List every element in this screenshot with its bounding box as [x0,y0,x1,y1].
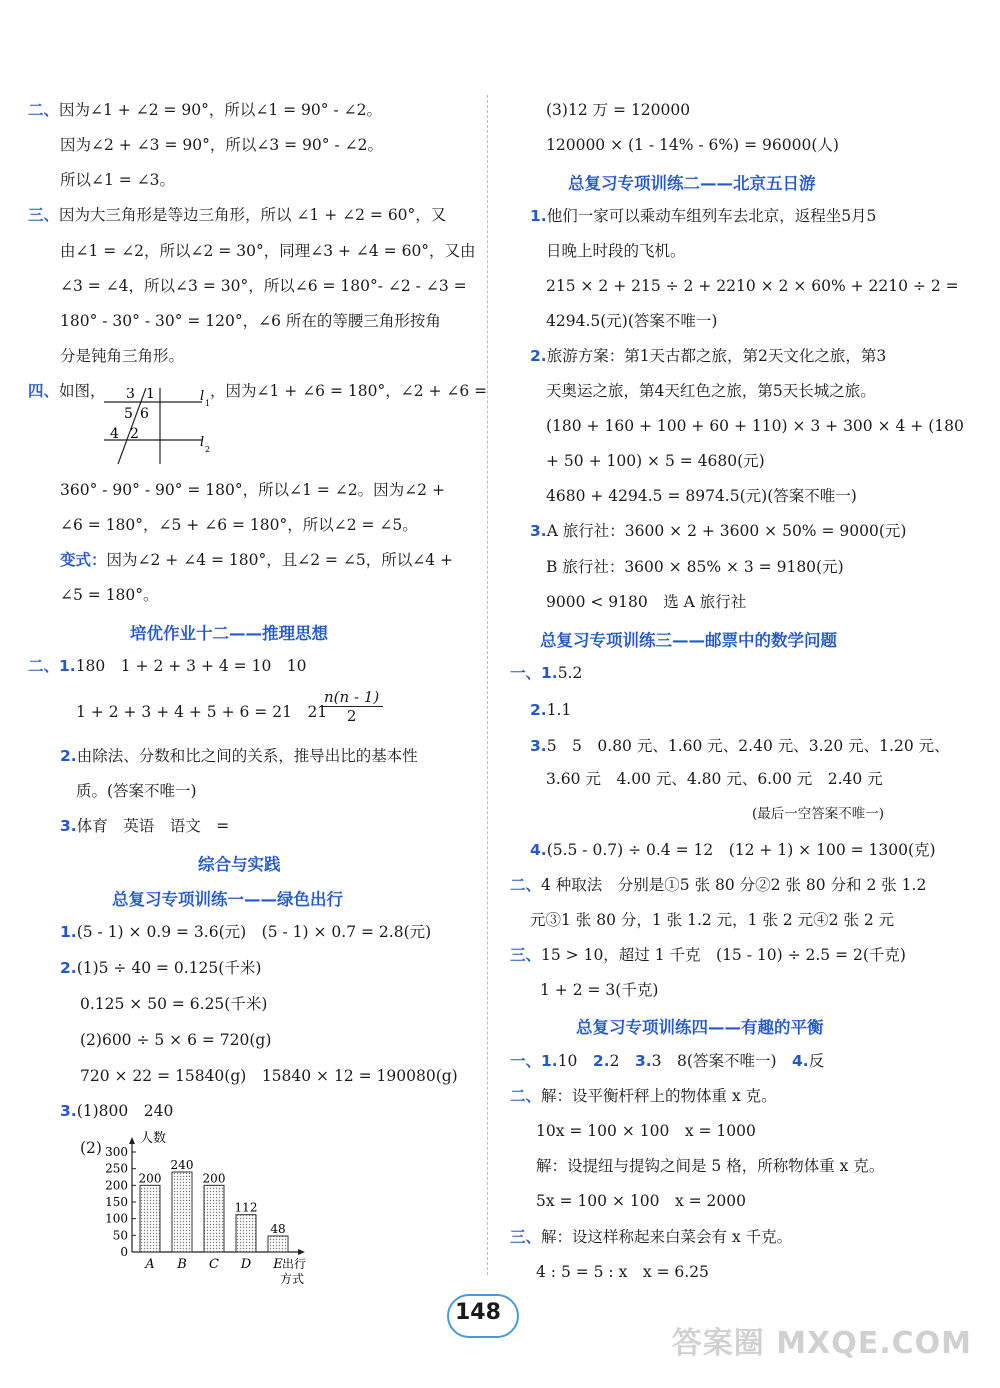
parallel-lines-figure [82,388,212,468]
figure-label: 1 [205,399,211,408]
x-tick-label: C [209,1257,219,1272]
bar-value-label: 200 [202,1171,226,1186]
chart-marks [105,1137,305,1272]
figure-label: 2 [130,426,139,442]
x-tick-label: D [240,1257,252,1272]
section-heading: 综合与实践 [198,855,281,874]
text-line: 4680 + 4294.5 = 8974.5(元)(答案不唯一) [546,487,857,505]
y-tick-label: 0 [120,1245,128,1259]
text-line: + 50 + 100) × 5 = 4680(元) [546,452,765,470]
text-line: 720 × 22 = 15840(g) 15840 × 12 = 190080(g) [80,1067,458,1085]
text-line: (3)12 万 = 120000 [546,101,691,119]
x-tick-label: E [273,1257,283,1272]
text-line: 1 + 2 = 3(千克) [540,981,659,999]
text-line: 2.由除法、分数和比之间的关系，推导出比的基本性 [60,747,418,765]
text-line: 3.(1)800 240 [60,1102,174,1120]
bar-value-label: 112 [234,1200,258,1215]
figure-label: l [200,435,205,450]
text-line: (180 + 160 + 100 + 60 + 110) × 3 + 300 × 4 + (180 [546,417,964,435]
y-tick-label: 50 [112,1228,128,1243]
y-tick-label: 100 [105,1211,128,1226]
section-heading: 培优作业十二——推理思想 [130,624,328,643]
page-number-badge [447,1294,519,1338]
page-number-text: 148 [455,1300,501,1325]
x-tick-label: B [177,1257,187,1272]
text-line: 一、1.10 2.2 3.3 8(答案不唯一) 4.反 [510,1052,825,1070]
section-heading: 总复习专项训练三——邮票中的数学问题 [540,631,837,650]
text-line: 天奥运之旅，第4天红色之旅，第5天长城之旅。 [546,382,876,400]
text-line: 二、4 种取法 分别是①5 张 80 分②2 张 80 分和 2 张 1.2 [510,876,927,894]
x-axis-label: 出行 [282,1257,307,1271]
figure-label: 6 [140,406,149,422]
bar-value-label: 200 [138,1171,162,1186]
text-line: (2)600 ÷ 5 × 6 = 720(g) [80,1031,272,1049]
figure-label: 3 [126,388,135,402]
text-line: 4 : 5 = 5 : x x = 6.25 [536,1263,709,1281]
y-axis-arrow [129,1137,135,1144]
text-line: 120000 × (1 - 14% - 6%) = 96000(人) [546,136,839,154]
text-line: 1.(5 - 1) × 0.9 = 3.6(元) (5 - 1) × 0.7 = 2.8(元) [60,923,432,941]
y-tick-label: 300 [105,1145,128,1159]
x-axis-label: 方式 [280,1272,305,1286]
text-line: 3.5 5 0.80 元、1.60 元、2.40 元、3.20 元、1.20 元、 [530,737,950,755]
bar [140,1185,160,1252]
text-line: 3.A 旅行社：3600 × 2 + 3600 × 50% = 9000(元) [530,522,907,540]
text-line: 解：设提纽与提钩之间是 5 格，所称物体重 x 克。 [536,1157,885,1175]
page-number [455,1300,501,1325]
text-line: 四、如图， [28,382,106,400]
text-line: 360° - 90° - 90° = 180°，所以∠1 = ∠2。因为∠2 + [60,481,445,499]
figure-label: 1 [146,388,155,402]
text-line: 215 × 2 + 215 ÷ 2 + 2210 × 2 × 60% + 2210 ÷ 2 = [546,277,959,295]
fraction [320,688,383,725]
text-line: 质。(答案不唯一) [76,782,197,800]
text-line: 二、解：设平衡杆秤上的物体重 x 克。 [510,1087,777,1105]
text-line: 由∠1 = ∠2，所以∠2 = 30°，同理∠3 + ∠4 = 60°，又由 [60,242,476,260]
bar [236,1215,256,1252]
text-line: 9000 < 9180 选 A 旅行社 [546,593,747,611]
y-tick-label: 150 [105,1195,128,1209]
figure-label: l [200,389,205,404]
figure-label: 4 [110,426,119,442]
text-line: 2.(1)5 ÷ 40 = 0.125(千米) [60,959,262,977]
bar [268,1236,288,1252]
text-line: ，因为∠1 + ∠6 = 180°，∠2 + ∠6 = [210,382,488,400]
text-line: 10x = 100 × 100 x = 1000 [536,1122,756,1140]
text-line: 二、1.180 1 + 2 + 3 + 4 = 10 10 [28,657,307,675]
text-line: ∠6 = 180°，∠5 + ∠6 = 180°，所以∠2 = ∠5。 [60,516,418,534]
y-tick-label: 250 [105,1161,128,1176]
x-tick-label: A [145,1257,155,1272]
text-line: 一、1.5.2 [510,664,583,682]
figure-label: 5 [124,406,133,422]
bar-value-label: 48 [270,1222,286,1236]
watermark: 答案圈 MXQE.COM [671,1326,972,1361]
text-line: 二、因为∠1 + ∠2 = 90°，所以∠1 = 90° - ∠2。 [28,101,382,119]
text-line: 3.60 元 4.00 元、4.80 元、6.00 元 2.40 元 [546,770,883,788]
y-axis-label: 人数 [140,1131,167,1146]
text-line: 5x = 100 × 100 x = 2000 [536,1192,746,1210]
text-line: 3.体育 英语 语文 = [60,817,230,835]
column-divider [487,95,488,1275]
text-line: 三、解：设这样称起来白菜会有 x 千克。 [510,1228,793,1246]
text-line: 180° - 30° - 30° = 120°，∠6 所在的等腰三角形按角 [60,312,441,330]
bar-value-label: 240 [170,1158,194,1172]
bar-chart [80,1130,320,1290]
fraction-denominator: 2 [346,707,357,725]
text-line: 1.他们一家可以乘动车组列车去北京，返程坐5月5 [530,207,877,225]
text-line: 4294.5(元)(答案不唯一) [546,312,718,330]
text-line: 三、15 > 10，超过 1 千克 (15 - 10) ÷ 2.5 = 2(千克) [510,946,906,964]
text-line: 2.旅游方案：第1天古都之旅，第2天文化之旅，第3 [530,347,887,365]
text-line: 三、因为大三角形是等边三角形，所以 ∠1 + ∠2 = 60°，又 [28,206,447,224]
y-tick-label: 200 [105,1178,128,1193]
text-line: ∠3 = ∠4，所以∠3 = 30°，所以∠6 = 180°- ∠2 - ∠3 = [60,277,467,295]
fraction-numerator: n(n - 1) [320,688,383,707]
text-line: 分是钝角三角形。 [60,347,185,365]
text-line: B 旅行社：3600 × 85% × 3 = 9180(元) [546,558,844,576]
text-line: 4.(5.5 - 0.7) ÷ 0.4 = 12 (12 + 1) × 100 = 1300(克) [530,841,936,859]
text-line: 所以∠1 = ∠3。 [60,171,176,189]
text-line: (最后一空答案不唯一) [752,806,885,822]
text-line: 2.1.1 [530,701,572,719]
text-line: 1 + 2 + 3 + 4 + 5 + 6 = 21 21 [76,703,328,721]
section-heading: 总复习专项训练二——北京五日游 [568,174,816,193]
figure-label: 2 [205,445,211,454]
bar [204,1185,224,1252]
text-line: 0.125 × 50 = 6.25(千米) [80,995,268,1013]
text-line: 因为∠2 + ∠3 = 90°，所以∠3 = 90° - ∠2。 [60,136,383,154]
text-line: 变式：因为∠2 + ∠4 = 180°，且∠2 = ∠5，所以∠4 + [60,551,454,569]
text-line: (2) [80,1139,102,1157]
text-line: ∠5 = 180°。 [60,586,159,604]
bar [172,1172,192,1252]
text-line: 日晚上时段的飞机。 [546,242,686,260]
text-line: 元③1 张 80 分，1 张 1.2 元，1 张 2 元④2 张 2 元 [530,911,895,929]
section-heading: 总复习专项训练一——绿色出行 [112,890,343,909]
section-heading: 总复习专项训练四——有趣的平衡 [576,1018,824,1037]
x-axis-arrow [298,1249,305,1255]
